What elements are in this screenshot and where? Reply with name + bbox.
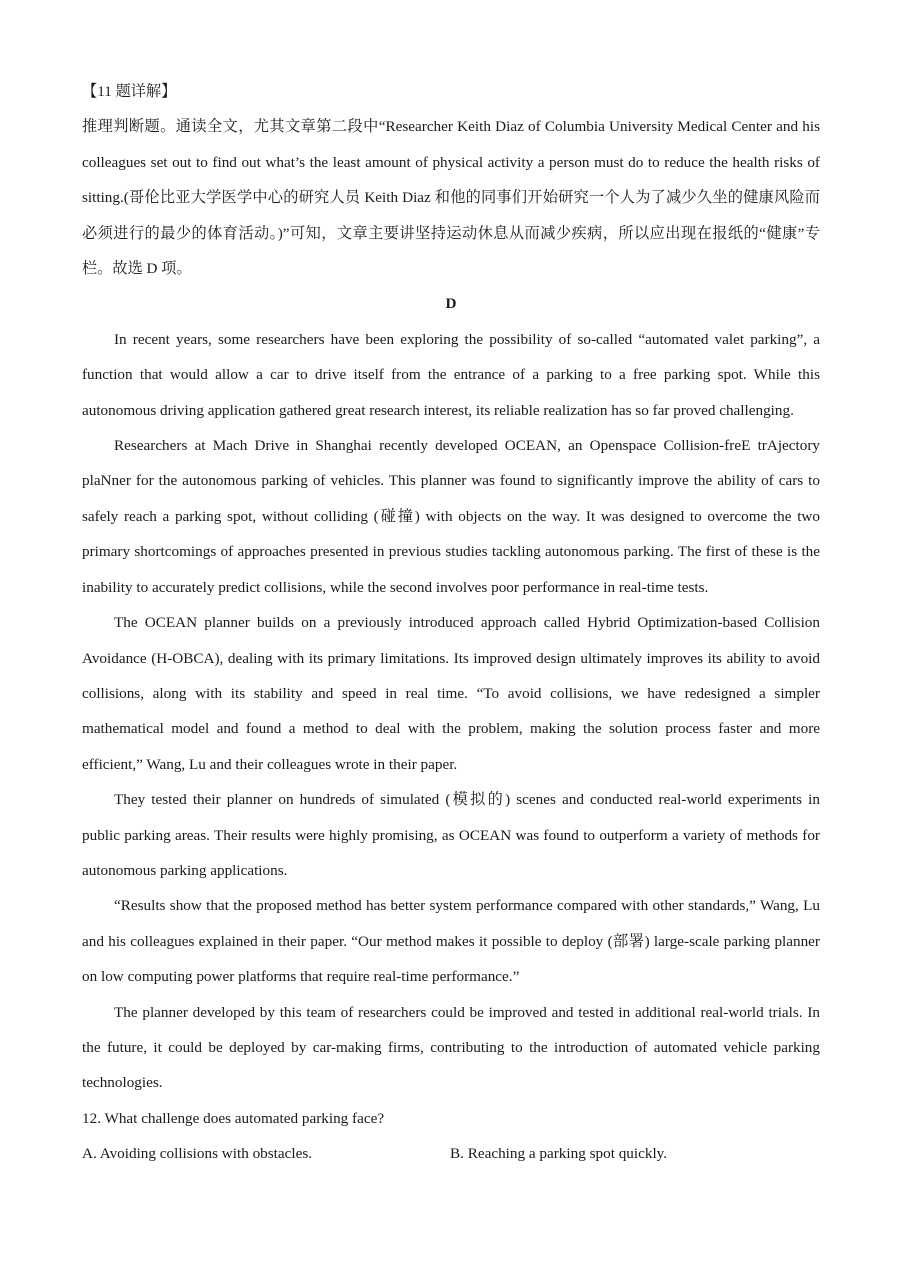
passage-section-title: D bbox=[445, 295, 457, 313]
document-page bbox=[82, 74, 820, 1172]
passage-paragraph-5: “Results show that the proposed method has better system performance compared with other standards,” Wang, Lu and his colleagues explained in their paper. “Our method makes it possible to deploy (部署) large-scale parking planner on low computing power platforms that require real-time performance.” bbox=[82, 897, 820, 986]
option-b: B. Reaching a parking spot quickly. bbox=[450, 1145, 668, 1163]
passage-paragraph-2: Researchers at Mach Drive in Shanghai recently developed OCEAN, an Openspace Collision-freE trAjectory plaNner for the autonomous parking of vehicles. This planner was found to significantly improve the ability of cars to safely reach a parking spot, without colliding (碰撞) with objects on the way. It was designed to overcome the two primary shortcomings of approaches presented in previous studies tackling autonomous parking. The first of these is the inability to accurately predict collisions, while the second involves poor performance in real-time tests. bbox=[82, 437, 820, 596]
passage-paragraph-3: The OCEAN planner builds on a previously introduced approach called Hybrid Optimization-based Collision Avoidance (H-OBCA), dealing with its primary limitations. Its improved design ultimately improves its ability to avoid collisions, along with its stability and speed in real time. “To avoid collisions, we have redesigned a simpler mathematical model and found a method to deal with the problem, making the solution process faster and more efficient,” Wang, Lu and their colleagues wrote in their paper. bbox=[82, 614, 820, 773]
option-a: A. Avoiding collisions with obstacles. bbox=[82, 1145, 313, 1163]
explanation-heading: 【11 题详解】 bbox=[82, 83, 177, 100]
passage-paragraph-6: The planner developed by this team of researchers could be improved and tested in additional real-world trials. In the future, it could be deployed by car-making firms, contributing to the introduction of automated vehicle parking technologies. bbox=[82, 1003, 820, 1092]
explanation-body: 推理判断题。通读全文，尤其文章第二段中“Researcher Keith Diaz of Columbia University Medical Center and his colleagues set out to find out what’s the least amount of physical activity a person must do to reduce the health risks of sitting.(哥伦比亚大学医学中心的研究人员 Keith Diaz 和他的同事们开始研究一个人为了减少久坐的健康风险而必须进行的最少的体育活动。)”可知，文章主要讲坚持运动休息从而减少疾病，所以应出现在报纸的“健康”专栏。故选 D 项。 bbox=[82, 118, 820, 278]
passage-paragraph-4: They tested their planner on hundreds of simulated (模拟的) scenes and conducted real-world experiments in public parking areas. Their results were highly promising, as OCEAN was found to outperform a variety of methods for autonomous parking applications. bbox=[82, 791, 820, 879]
answer-options bbox=[82, 1136, 820, 1171]
passage-paragraph-1: In recent years, some researchers have been exploring the possibility of so-called “automated valet parking”, a function that would allow a car to drive itself from the entrance of a parking to a free parking spot. While this autonomous driving application gathered great research interest, its reliable realization has so far proved challenging. bbox=[82, 330, 820, 419]
question-stem: 12. What challenge does automated parking face? bbox=[82, 1109, 385, 1127]
